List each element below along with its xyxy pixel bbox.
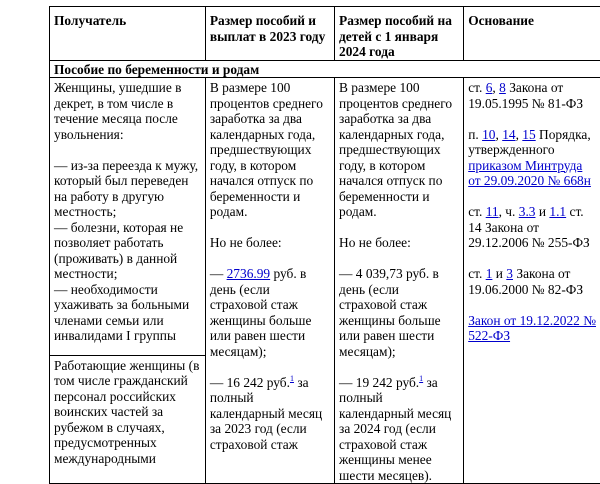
recipient-bullet: — болезни, которая не позволяет работать (проживать) в данной местности; <box>54 220 201 282</box>
amount-2024-daily: — 4 039,73 руб. в день (если страховой стаж женщины больше или равен шести месяцам); <box>339 266 459 359</box>
basis-law-2022-link[interactable]: Закон от 19.12.2022 № 522-ФЗ <box>468 313 596 344</box>
section-title: Пособие по беременности и родам <box>50 60 600 78</box>
footnote-link[interactable]: 1 <box>290 374 294 383</box>
basis-link[interactable]: 11 <box>486 204 499 219</box>
basis-link[interactable]: 3 <box>506 266 513 281</box>
basis-link[interactable]: 1.1 <box>549 204 566 219</box>
basis-law-2022 <box>468 313 598 344</box>
basis-link[interactable]: 15 <box>522 127 535 142</box>
amount-2023-daily-link[interactable]: 2736.99 <box>227 266 271 281</box>
header-amount-2023: Размер пособий и выплат в 2023 году <box>205 7 334 61</box>
amount-2023-monthly: — 16 242 руб.$^1$ за полный календарный месяц за 2023 год (если страховой стаж <box>210 375 330 453</box>
benefits-table <box>49 6 600 484</box>
basis-law-2000: ст. 1 и 3 Закона от 19.06.2000 № 82-ФЗ <box>468 266 598 297</box>
basis-law-1995: ст. 6, 8 Закона от 19.05.1995 № 81-ФЗ <box>468 80 598 111</box>
amount-2024-monthly: — 19 242 руб.$^1$ за полный календарный месяц за 2024 год (если страховой стаж женщины менее шести месяцев). <box>339 375 459 484</box>
header-amount-2024: Размер пособий на детей с 1 января 2024 года <box>335 7 464 61</box>
header-basis: Основание <box>464 7 600 61</box>
amount-2024-limit-label: Но не более: <box>339 235 459 251</box>
basis-link[interactable]: 3.3 <box>519 204 536 219</box>
footnote-link[interactable]: 1 <box>419 374 423 383</box>
recipient-bullet: — необходимости ухаживать за больными членами семьи или инвалидами I группы <box>54 282 201 344</box>
recipient-bullet: — из-за переезда к мужу, который был переведен на работу в другую местность; <box>54 158 201 220</box>
basis-link[interactable]: 6 <box>486 80 493 95</box>
recipient-cell <box>50 78 206 356</box>
basis-order: п. 10, 14, 15 Порядка, утвержденного приказом Минтруда от 29.09.2020 № 668н <box>468 127 598 189</box>
amount-2024-cell <box>335 78 464 484</box>
table-row <box>50 78 600 356</box>
basis-law-2006: ст. 11, ч. 3.3 и 1.1 ст. 14 Закона от 29.12.2006 № 255-ФЗ <box>468 204 598 251</box>
amount-2023-cell <box>205 78 334 484</box>
basis-order-link[interactable]: приказом Минтруда от 29.09.2020 № 668н <box>468 158 591 189</box>
recipient-intro: Женщины, ушедшие в декрет, в том числе в течение месяца после увольнения: <box>54 80 201 142</box>
amount-2024-text: В размере 100 процентов среднего заработка за два календарных года, предшествующих году, в котором начался отпуск по беременности и родам. <box>339 80 459 220</box>
basis-link[interactable]: 14 <box>502 127 515 142</box>
basis-link[interactable]: 8 <box>499 80 506 95</box>
recipient-cell: Работающие женщины (в том числе гражданский персонал российских воинских частей за рубежом в случаях, предусмотренных международными <box>50 355 206 483</box>
amount-2023-text: В размере 100 процентов среднего заработка за два календарных года, предшествующих году, в котором начался отпуск по беременности и родам. <box>210 80 330 220</box>
header-recipient: Получатель <box>50 7 206 61</box>
amount-2023-daily: — 2736.99 руб. в день (если страховой стаж женщины больше или равен шести месяцам); <box>210 266 330 359</box>
header-row <box>50 7 600 61</box>
basis-link[interactable]: 1 <box>486 266 493 281</box>
amount-2023-limit-label: Но не более: <box>210 235 330 251</box>
basis-cell <box>464 78 600 484</box>
basis-link[interactable]: 10 <box>482 127 495 142</box>
section-row <box>50 60 600 78</box>
